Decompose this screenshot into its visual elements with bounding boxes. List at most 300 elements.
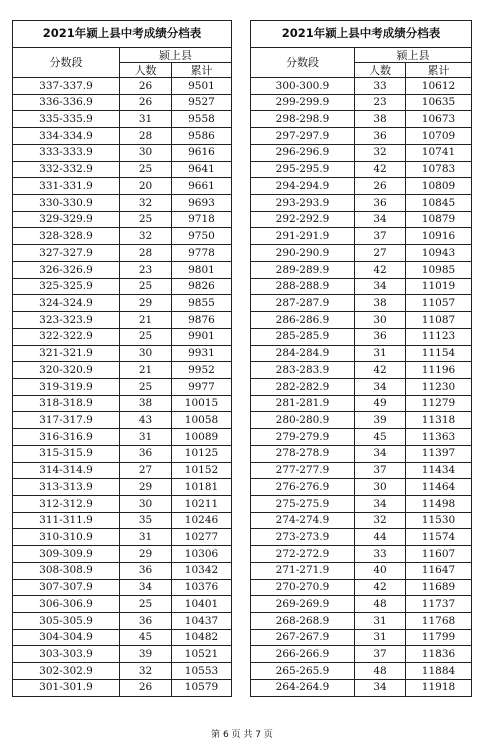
cumulative-cell: 11836 — [406, 646, 472, 663]
score-range-cell: 279-279.9 — [251, 429, 355, 446]
score-range-cell: 267-267.9 — [251, 629, 355, 646]
score-range-cell: 299-299.9 — [251, 94, 355, 111]
table-row — [251, 429, 472, 446]
left-count-header: 人数 — [120, 63, 172, 78]
table-row — [13, 261, 232, 278]
score-range-cell: 334-334.9 — [13, 128, 120, 145]
score-range-cell: 316-316.9 — [13, 429, 120, 446]
table-row — [13, 546, 232, 563]
count-cell: 48 — [355, 663, 406, 680]
score-range-cell: 305-305.9 — [13, 613, 120, 630]
count-cell: 25 — [120, 596, 172, 613]
score-range-cell: 270-270.9 — [251, 579, 355, 596]
score-range-cell: 265-265.9 — [251, 663, 355, 680]
score-range-cell: 319-319.9 — [13, 378, 120, 395]
cumulative-cell: 10741 — [406, 144, 472, 161]
count-cell: 34 — [120, 579, 172, 596]
table-row — [251, 579, 472, 596]
cumulative-cell: 10985 — [406, 261, 472, 278]
table-row — [251, 512, 472, 529]
score-range-cell: 295-295.9 — [251, 161, 355, 178]
count-cell: 42 — [355, 261, 406, 278]
table-row — [251, 144, 472, 161]
cumulative-cell: 9778 — [172, 245, 232, 262]
cumulative-cell: 9931 — [172, 345, 232, 362]
cumulative-cell: 9901 — [172, 328, 232, 345]
count-cell: 25 — [120, 161, 172, 178]
table-row — [13, 161, 232, 178]
score-range-cell: 296-296.9 — [251, 144, 355, 161]
left-county-header: 颍上县 — [120, 48, 232, 63]
cumulative-cell: 11154 — [406, 345, 472, 362]
table-row — [13, 378, 232, 395]
cumulative-cell: 10783 — [406, 161, 472, 178]
cumulative-cell: 10845 — [406, 195, 472, 212]
score-range-cell: 304-304.9 — [13, 629, 120, 646]
cumulative-cell: 11279 — [406, 395, 472, 412]
count-cell: 26 — [120, 679, 172, 696]
count-cell: 42 — [355, 362, 406, 379]
table-row — [251, 462, 472, 479]
cumulative-cell: 11230 — [406, 378, 472, 395]
cumulative-cell: 11498 — [406, 495, 472, 512]
table-row — [13, 345, 232, 362]
table-row — [13, 479, 232, 496]
cumulative-cell: 10521 — [172, 646, 232, 663]
score-range-cell: 294-294.9 — [251, 178, 355, 195]
score-range-cell: 315-315.9 — [13, 445, 120, 462]
score-range-cell: 330-330.9 — [13, 195, 120, 212]
cumulative-cell: 11574 — [406, 529, 472, 546]
table-row — [251, 211, 472, 228]
count-cell: 29 — [120, 546, 172, 563]
cumulative-cell: 10879 — [406, 211, 472, 228]
table-row — [13, 362, 232, 379]
cumulative-cell: 10342 — [172, 562, 232, 579]
score-range-cell: 269-269.9 — [251, 596, 355, 613]
table-row — [13, 679, 232, 696]
cumulative-cell: 10181 — [172, 479, 232, 496]
table-row — [13, 562, 232, 579]
count-cell: 34 — [355, 679, 406, 696]
table-row — [13, 529, 232, 546]
table-row — [251, 261, 472, 278]
cumulative-cell: 10579 — [172, 679, 232, 696]
score-range-cell: 274-274.9 — [251, 512, 355, 529]
table-row — [13, 211, 232, 228]
cumulative-cell: 10277 — [172, 529, 232, 546]
table-row — [13, 613, 232, 630]
cumulative-cell: 11530 — [406, 512, 472, 529]
score-range-cell: 293-293.9 — [251, 195, 355, 212]
table-row — [13, 646, 232, 663]
score-range-cell: 282-282.9 — [251, 378, 355, 395]
score-range-cell: 280-280.9 — [251, 412, 355, 429]
cumulative-cell: 11057 — [406, 295, 472, 312]
table-row — [13, 596, 232, 613]
count-cell: 43 — [120, 412, 172, 429]
cumulative-cell: 9718 — [172, 211, 232, 228]
table-row — [13, 312, 232, 329]
count-cell: 31 — [120, 429, 172, 446]
table-row — [251, 495, 472, 512]
count-cell: 21 — [120, 362, 172, 379]
cumulative-cell: 11196 — [406, 362, 472, 379]
count-cell: 42 — [355, 579, 406, 596]
score-range-cell: 311-311.9 — [13, 512, 120, 529]
table-row — [251, 228, 472, 245]
score-range-cell: 272-272.9 — [251, 546, 355, 563]
score-range-cell: 302-302.9 — [13, 663, 120, 680]
score-range-cell: 266-266.9 — [251, 646, 355, 663]
table-row — [251, 562, 472, 579]
score-range-cell: 314-314.9 — [13, 462, 120, 479]
score-range-cell: 321-321.9 — [13, 345, 120, 362]
score-range-cell: 300-300.9 — [251, 78, 355, 95]
score-range-cell: 337-337.9 — [13, 78, 120, 95]
count-cell: 33 — [355, 78, 406, 95]
table-row — [251, 345, 472, 362]
score-range-cell: 268-268.9 — [251, 613, 355, 630]
score-range-cell: 303-303.9 — [13, 646, 120, 663]
cumulative-cell: 9750 — [172, 228, 232, 245]
score-range-cell: 264-264.9 — [251, 679, 355, 696]
cumulative-cell: 10376 — [172, 579, 232, 596]
score-range-cell: 308-308.9 — [13, 562, 120, 579]
count-cell: 34 — [355, 378, 406, 395]
cumulative-cell: 10125 — [172, 445, 232, 462]
score-range-cell: 286-286.9 — [251, 312, 355, 329]
count-cell: 40 — [355, 562, 406, 579]
table-row — [251, 278, 472, 295]
table-row — [251, 111, 472, 128]
count-cell: 27 — [120, 462, 172, 479]
count-cell: 21 — [120, 312, 172, 329]
count-cell: 37 — [355, 462, 406, 479]
cumulative-cell: 10553 — [172, 663, 232, 680]
cumulative-cell: 11318 — [406, 412, 472, 429]
cumulative-cell: 11087 — [406, 312, 472, 329]
right-table-title: 2021年颍上县中考成绩分档表 — [251, 21, 472, 48]
table-row — [13, 111, 232, 128]
count-cell: 37 — [355, 646, 406, 663]
cumulative-cell: 9826 — [172, 278, 232, 295]
cumulative-cell: 11884 — [406, 663, 472, 680]
right-table-body — [251, 21, 472, 697]
table-row — [13, 462, 232, 479]
cumulative-cell: 10401 — [172, 596, 232, 613]
cumulative-cell: 11434 — [406, 462, 472, 479]
count-cell: 30 — [355, 479, 406, 496]
table-row — [251, 295, 472, 312]
table-row — [251, 128, 472, 145]
count-cell: 30 — [120, 495, 172, 512]
table-row — [13, 94, 232, 111]
score-range-cell: 310-310.9 — [13, 529, 120, 546]
table-row — [13, 512, 232, 529]
table-row — [251, 646, 472, 663]
score-range-cell: 306-306.9 — [13, 596, 120, 613]
table-row — [13, 429, 232, 446]
cumulative-cell: 11737 — [406, 596, 472, 613]
cumulative-cell: 11464 — [406, 479, 472, 496]
score-range-cell: 298-298.9 — [251, 111, 355, 128]
cumulative-cell: 11799 — [406, 629, 472, 646]
table-row — [13, 278, 232, 295]
right-county-header: 颍上县 — [355, 48, 472, 63]
cumulative-cell: 9661 — [172, 178, 232, 195]
count-cell: 44 — [355, 529, 406, 546]
table-row — [13, 245, 232, 262]
table-row — [13, 663, 232, 680]
count-cell: 36 — [120, 445, 172, 462]
count-cell: 49 — [355, 395, 406, 412]
score-range-cell: 318-318.9 — [13, 395, 120, 412]
table-row — [13, 195, 232, 212]
table-row — [13, 128, 232, 145]
count-cell: 30 — [120, 144, 172, 161]
count-cell: 36 — [120, 562, 172, 579]
count-cell: 25 — [120, 211, 172, 228]
score-range-cell: 281-281.9 — [251, 395, 355, 412]
table-row — [13, 629, 232, 646]
table-row — [251, 195, 472, 212]
score-range-cell: 291-291.9 — [251, 228, 355, 245]
table-row — [251, 596, 472, 613]
count-cell: 42 — [355, 161, 406, 178]
cumulative-cell: 10709 — [406, 128, 472, 145]
count-cell: 26 — [120, 94, 172, 111]
table-row — [251, 629, 472, 646]
right-count-header: 人数 — [355, 63, 406, 78]
count-cell: 25 — [120, 278, 172, 295]
score-range-cell: 320-320.9 — [13, 362, 120, 379]
cumulative-cell: 9641 — [172, 161, 232, 178]
table-row — [13, 178, 232, 195]
count-cell: 34 — [355, 495, 406, 512]
cumulative-cell: 11019 — [406, 278, 472, 295]
count-cell: 30 — [120, 345, 172, 362]
count-cell: 26 — [355, 178, 406, 195]
score-range-cell: 322-322.9 — [13, 328, 120, 345]
left-table-title: 2021年颍上县中考成绩分档表 — [13, 21, 232, 48]
cumulative-cell: 9527 — [172, 94, 232, 111]
count-cell: 32 — [355, 512, 406, 529]
count-cell: 36 — [355, 128, 406, 145]
cumulative-cell: 9558 — [172, 111, 232, 128]
score-range-cell: 276-276.9 — [251, 479, 355, 496]
count-cell: 31 — [355, 345, 406, 362]
count-cell: 25 — [120, 378, 172, 395]
score-range-cell: 328-328.9 — [13, 228, 120, 245]
cumulative-cell: 10152 — [172, 462, 232, 479]
cumulative-cell: 11607 — [406, 546, 472, 563]
score-range-cell: 309-309.9 — [13, 546, 120, 563]
count-cell: 28 — [120, 245, 172, 262]
cumulative-cell: 10809 — [406, 178, 472, 195]
right-cumulative-header: 累计 — [406, 63, 472, 78]
score-range-cell: 271-271.9 — [251, 562, 355, 579]
table-row — [13, 144, 232, 161]
table-row — [13, 228, 232, 245]
cumulative-cell: 10246 — [172, 512, 232, 529]
cumulative-cell: 11918 — [406, 679, 472, 696]
score-range-cell: 297-297.9 — [251, 128, 355, 145]
cumulative-cell: 9616 — [172, 144, 232, 161]
cumulative-cell: 10089 — [172, 429, 232, 446]
cumulative-cell: 9855 — [172, 295, 232, 312]
count-cell: 32 — [355, 144, 406, 161]
count-cell: 29 — [120, 295, 172, 312]
count-cell: 48 — [355, 596, 406, 613]
table-row — [251, 479, 472, 496]
cumulative-cell: 10635 — [406, 94, 472, 111]
score-range-cell: 275-275.9 — [251, 495, 355, 512]
count-cell: 32 — [120, 195, 172, 212]
score-range-cell: 289-289.9 — [251, 261, 355, 278]
table-row — [251, 161, 472, 178]
score-range-cell: 287-287.9 — [251, 295, 355, 312]
score-range-cell: 284-284.9 — [251, 345, 355, 362]
left-cumulative-header: 累计 — [172, 63, 232, 78]
score-range-cell: 312-312.9 — [13, 495, 120, 512]
left-range-header: 分数段 — [13, 48, 120, 78]
table-row — [251, 78, 472, 95]
count-cell: 20 — [120, 178, 172, 195]
cumulative-cell: 11363 — [406, 429, 472, 446]
table-row — [251, 245, 472, 262]
score-range-cell: 324-324.9 — [13, 295, 120, 312]
count-cell: 27 — [355, 245, 406, 262]
table-row — [251, 362, 472, 379]
table-row — [251, 312, 472, 329]
count-cell: 32 — [120, 663, 172, 680]
count-cell: 28 — [120, 128, 172, 145]
count-cell: 31 — [120, 529, 172, 546]
right-score-table — [250, 20, 472, 697]
cumulative-cell: 11689 — [406, 579, 472, 596]
table-row — [251, 378, 472, 395]
count-cell: 36 — [355, 328, 406, 345]
cumulative-cell: 10673 — [406, 111, 472, 128]
cumulative-cell: 10943 — [406, 245, 472, 262]
cumulative-cell: 10916 — [406, 228, 472, 245]
table-row — [251, 613, 472, 630]
count-cell: 35 — [120, 512, 172, 529]
score-range-cell: 292-292.9 — [251, 211, 355, 228]
count-cell: 34 — [355, 278, 406, 295]
score-range-cell: 323-323.9 — [13, 312, 120, 329]
table-row — [251, 663, 472, 680]
table-row — [251, 328, 472, 345]
cumulative-cell: 10437 — [172, 613, 232, 630]
count-cell: 36 — [355, 195, 406, 212]
cumulative-cell: 9586 — [172, 128, 232, 145]
count-cell: 29 — [120, 479, 172, 496]
cumulative-cell: 11647 — [406, 562, 472, 579]
table-row — [13, 78, 232, 95]
count-cell: 25 — [120, 328, 172, 345]
page-footer: 第 6 页 共 7 页 — [211, 730, 273, 740]
score-range-cell: 288-288.9 — [251, 278, 355, 295]
table-row — [13, 495, 232, 512]
score-range-cell: 331-331.9 — [13, 178, 120, 195]
table-row — [251, 178, 472, 195]
score-range-cell: 277-277.9 — [251, 462, 355, 479]
cumulative-cell: 10058 — [172, 412, 232, 429]
cumulative-cell: 10306 — [172, 546, 232, 563]
count-cell: 23 — [355, 94, 406, 111]
score-range-cell: 332-332.9 — [13, 161, 120, 178]
table-row — [251, 546, 472, 563]
count-cell: 45 — [355, 429, 406, 446]
count-cell: 31 — [355, 629, 406, 646]
count-cell: 34 — [355, 445, 406, 462]
score-range-cell: 335-335.9 — [13, 111, 120, 128]
table-row — [251, 412, 472, 429]
count-cell: 39 — [355, 412, 406, 429]
count-cell: 37 — [355, 228, 406, 245]
count-cell: 32 — [120, 228, 172, 245]
score-range-cell: 329-329.9 — [13, 211, 120, 228]
table-row — [251, 679, 472, 696]
score-range-cell: 325-325.9 — [13, 278, 120, 295]
score-range-cell: 273-273.9 — [251, 529, 355, 546]
right-range-header: 分数段 — [251, 48, 355, 78]
cumulative-cell: 9693 — [172, 195, 232, 212]
count-cell: 26 — [120, 78, 172, 95]
count-cell: 34 — [355, 211, 406, 228]
score-range-cell: 283-283.9 — [251, 362, 355, 379]
table-row — [251, 94, 472, 111]
cumulative-cell: 10612 — [406, 78, 472, 95]
cumulative-cell: 11768 — [406, 613, 472, 630]
score-range-cell: 313-313.9 — [13, 479, 120, 496]
count-cell: 38 — [355, 295, 406, 312]
count-cell: 38 — [120, 395, 172, 412]
count-cell: 31 — [120, 111, 172, 128]
cumulative-cell: 10482 — [172, 629, 232, 646]
cumulative-cell: 10015 — [172, 395, 232, 412]
cumulative-cell: 9501 — [172, 78, 232, 95]
cumulative-cell: 9952 — [172, 362, 232, 379]
score-range-cell: 333-333.9 — [13, 144, 120, 161]
count-cell: 45 — [120, 629, 172, 646]
score-range-cell: 327-327.9 — [13, 245, 120, 262]
table-row — [251, 395, 472, 412]
count-cell: 30 — [355, 312, 406, 329]
score-range-cell: 307-307.9 — [13, 579, 120, 596]
cumulative-cell: 9876 — [172, 312, 232, 329]
left-table-body — [13, 21, 232, 697]
score-range-cell: 285-285.9 — [251, 328, 355, 345]
count-cell: 33 — [355, 546, 406, 563]
score-range-cell: 336-336.9 — [13, 94, 120, 111]
cumulative-cell: 10211 — [172, 495, 232, 512]
score-range-cell: 278-278.9 — [251, 445, 355, 462]
count-cell: 36 — [120, 613, 172, 630]
cumulative-cell: 9801 — [172, 261, 232, 278]
score-range-cell: 326-326.9 — [13, 261, 120, 278]
table-row — [13, 328, 232, 345]
count-cell: 39 — [120, 646, 172, 663]
score-range-cell: 290-290.9 — [251, 245, 355, 262]
table-row — [13, 412, 232, 429]
table-row — [251, 529, 472, 546]
table-row — [13, 579, 232, 596]
left-score-table — [12, 20, 232, 697]
table-row — [13, 445, 232, 462]
